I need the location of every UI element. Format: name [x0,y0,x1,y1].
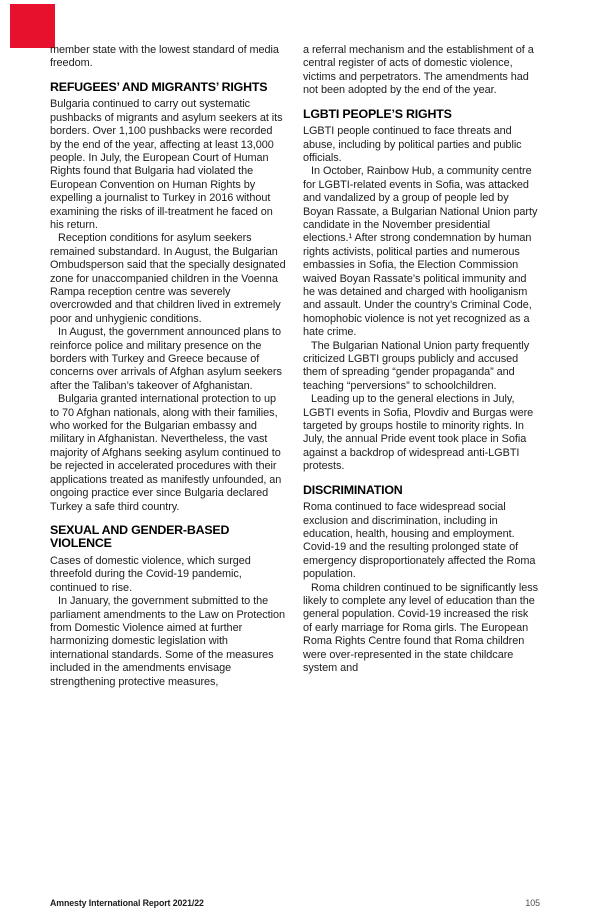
two-column-text-area [50,44,540,689]
body-paragraph: In August, the government announced plans to reinforce police and military presence on the borders with Turkey and Greece because of concerns over arrivals of Afghan asylum seekers after the Taliban’s takeover of Afghanistan. [50,326,282,392]
left-column [50,44,286,689]
body-paragraph: The Bulgarian National Union party frequently criticized LGBTI groups publicly and accused them of spreading “gender propaganda” and teaching “perversions” to schoolchildren. [303,339,530,392]
body-paragraph: Bulgaria continued to carry out systematic pushbacks of migrants and asylum seekers at its borders. Over 1,100 pushbacks were recorded by the end of the year, affecting at least 13,000 people. In July, the European Court of Human Rights found that Bulgaria had violated the European Convention on Human Rights by expelling a journalist to Turkey in 2016 without examining the risks of ill-treatment he faced on his return. [50,98,283,231]
right-column [303,44,539,675]
body-paragraph: Roma continued to face widespread social exclusion and discrimination, including in education, health, housing and employment. Covid-19 and the resulting prolonged state of emergency disproportionately affected the Roma population. [303,501,536,581]
amnesty-brand-square [10,4,55,48]
body-paragraph: Reception conditions for asylum seekers remained substandard. In August, the Bulgarian Ombudsperson said that the specially designated zone for unaccompanied children in the Voenna Rampa reception centre was severely overcrowded and that children lived in extremely poor and unhygienic conditions. [50,232,286,325]
section-heading: REFUGEES’ AND MIGRANTS’ RIGHTS [50,79,268,94]
body-paragraph: Leading up to the general elections in July, LGBTI events in Sofia, Plovdiv and Burgas were targeted by groups hostile to minority rights. In July, the annual Pride event took place in Sofia against a backdrop of widespread anti-LGBTI protests. [303,393,534,473]
body-paragraph: Bulgaria granted international protection to up to 70 Afghan nationals, along with their families, who worked for the Bulgarian embassy and military in Afghanistan. Nevertheless, the vast majority of Afghans seeking asylum continued to be rejected in accelerated procedures with their applications treated as manifestly unfounded, an ongoing practice ever since Bulgaria declared Turkey a safe third country. [50,393,282,513]
body-paragraph: LGBTI people continued to face threats and abuse, including by political parties and public officials. [303,125,522,164]
section-heading: DISCRIMINATION [303,482,403,497]
body-paragraph: In October, Rainbow Hub, a community centre for LGBTI-related events in Sofia, was attacked and vandalized by a group of people led by Boyan Rassate, a Bulgarian National Union party candidate in the November presidential elections.¹ After strong condemnation by human rights activists, political parties and numerous embassies in Sofia, the Election Commission waived Boyan Rassate’s political immunity and he was detained and charged with hooliganism and assault. Under the country’s Criminal Code, homophobic violence is not yet recognized as a hate crime. [303,165,538,339]
footer-page-number: 105 [525,898,540,908]
page-footer [50,898,540,908]
body-paragraph: a referral mechanism and the establishment of a central register of acts of domestic violence, victims and perpetrators. The amendments had not been adopted by the end of the year. [303,44,534,97]
section-heading: LGBTI PEOPLE’S RIGHTS [303,106,452,121]
body-paragraph: In January, the government submitted to the parliament amendments to the Law on Protection from Domestic Violence aimed at further harmonizing domestic legislation with international standards. Some of the measures included in the amendments envisage strengthening protective measures, [50,595,286,688]
section-heading: SEXUAL AND GENDER-BASED VIOLENCE [50,522,230,551]
body-paragraph: Roma children continued to be significantly less likely to complete any level of education than the general population. Covid-19 increased the risk of early marriage for Roma girls. The European Roma Rights Centre found that Roma children were over-represented in the state childcare system and [303,581,539,675]
body-paragraph: member state with the lowest standard of media freedom. [50,44,279,70]
footer-report-title: Amnesty International Report 2021/22 [50,898,204,908]
body-paragraph: Cases of domestic violence, which surged threefold during the Covid-19 pandemic, continued to rise. [50,554,251,594]
